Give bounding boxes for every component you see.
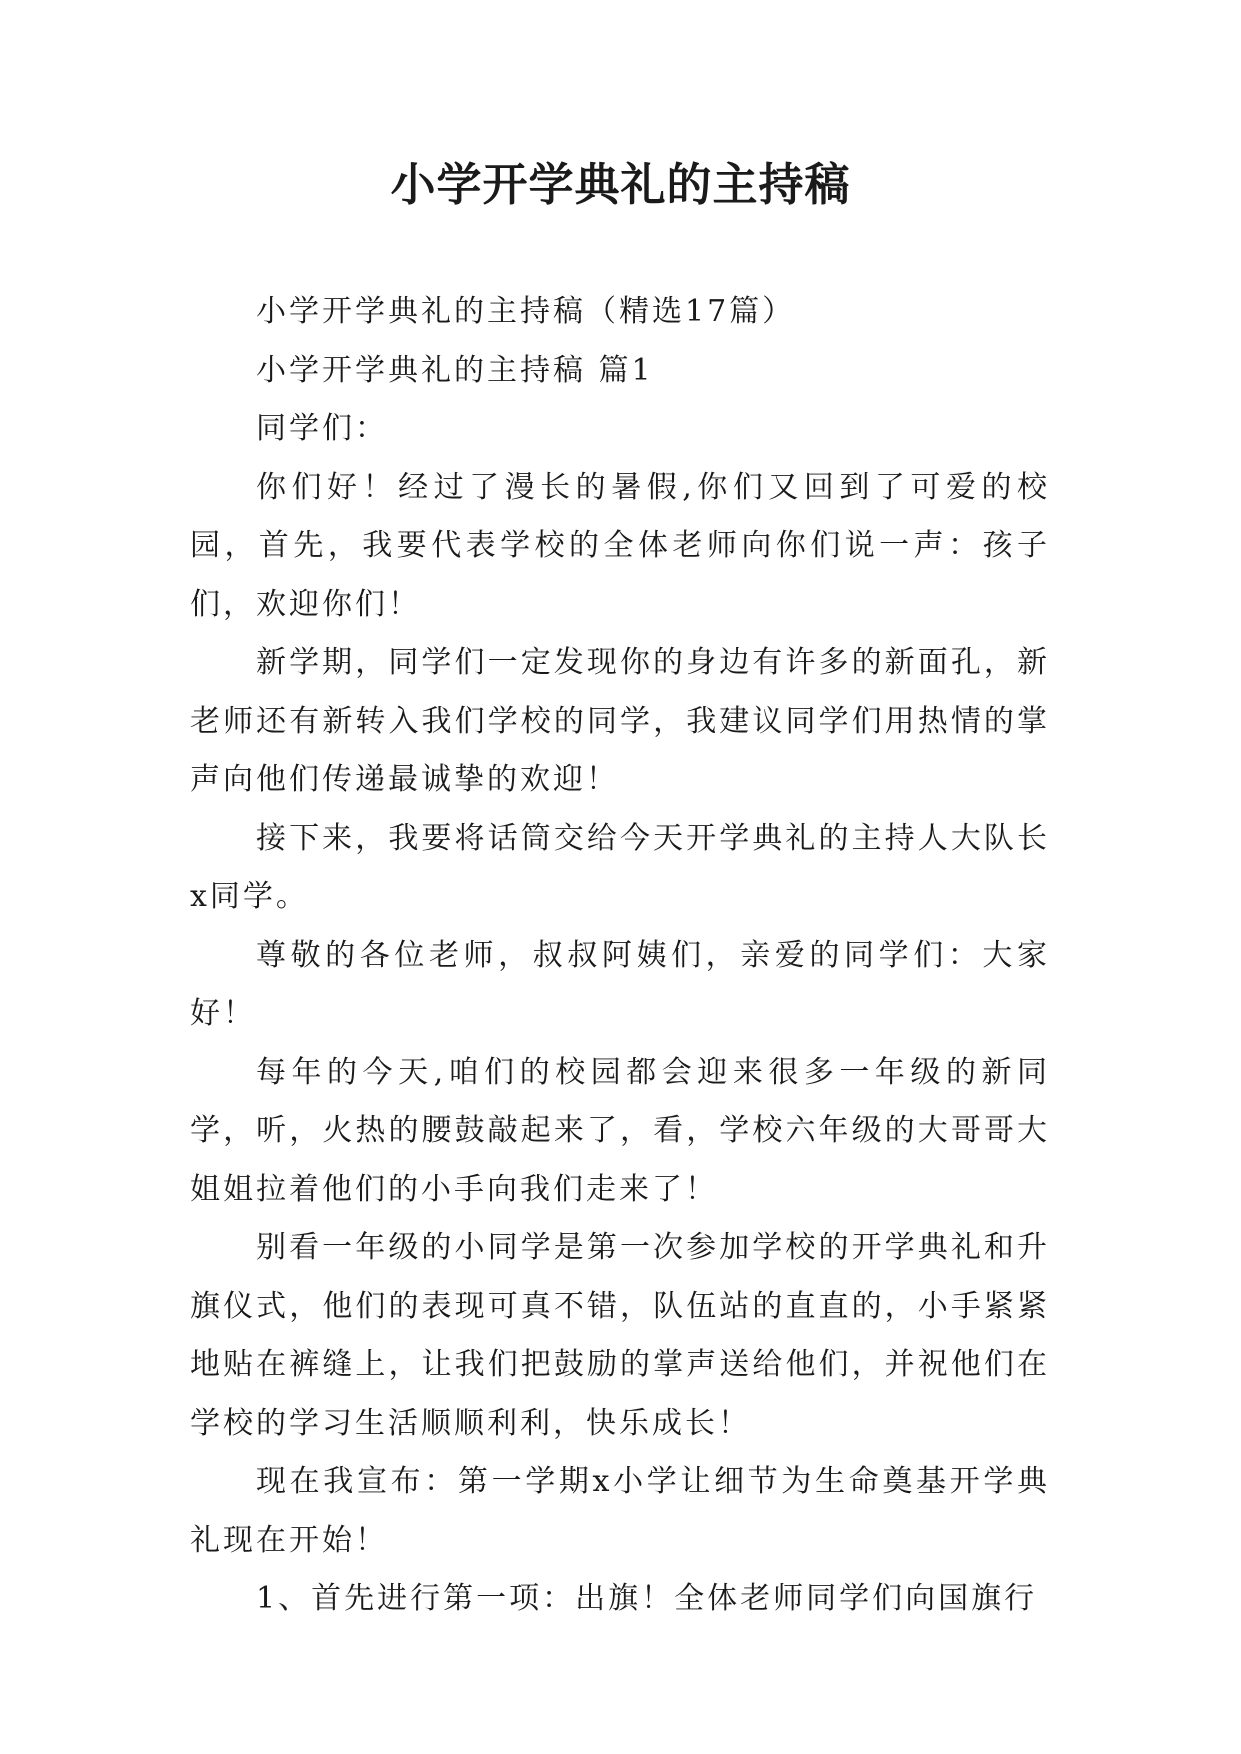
document-body [190,283,1050,1629]
body-paragraph: 你们好！经过了漫长的暑假,你们又回到了可爱的校园，首先，我要代表学校的全体老师向你们说一声：孩子们，欢迎你们！ [190,469,1050,622]
body-paragraph: 接下来，我要将话筒交给今天开学典礼的主持人大队长x同学。 [190,820,1050,914]
document-title: 小学开学典礼的主持稿 [390,158,851,211]
body-paragraph: 1、首先进行第一项：出旗！全体老师同学们向国旗行 [256,1581,1038,1616]
body-paragraph: 每年的今天,咱们的校园都会迎来很多一年级的新同学，听，火热的腰鼓敲起来了，看，学校六年级的大哥哥大姐姐拉着他们的小手向我们走来了！ [190,1054,1050,1207]
salutation-paragraph: 同学们： [256,411,388,446]
section-heading: 小学开学典礼的主持稿 篇1 [256,352,654,388]
body-paragraph: 现在我宣布：第一学期x小学让细节为生命奠基开学典礼现在开始！ [190,1464,1050,1558]
greeting-paragraph: 尊敬的各位老师，叔叔阿姨们，亲爱的同学们：大家好！ [190,937,1050,1031]
body-paragraph: 别看一年级的小同学是第一次参加学校的开学典礼和升旗仪式，他们的表现可真不错，队伍站的直直的，小手紧紧地贴在裤缝上，让我们把鼓励的掌声送给他们，并祝他们在学校的学习生活顺顺利利，快乐成长！ [190,1230,1050,1441]
subtitle-paragraph: 小学开学典礼的主持稿（精选17篇） [256,294,796,329]
body-paragraph: 新学期，同学们一定发现你的身边有许多的新面孔，新老师还有新转入我们学校的同学，我建议同学们用热情的掌声向他们传递最诚挚的欢迎！ [190,645,1050,797]
